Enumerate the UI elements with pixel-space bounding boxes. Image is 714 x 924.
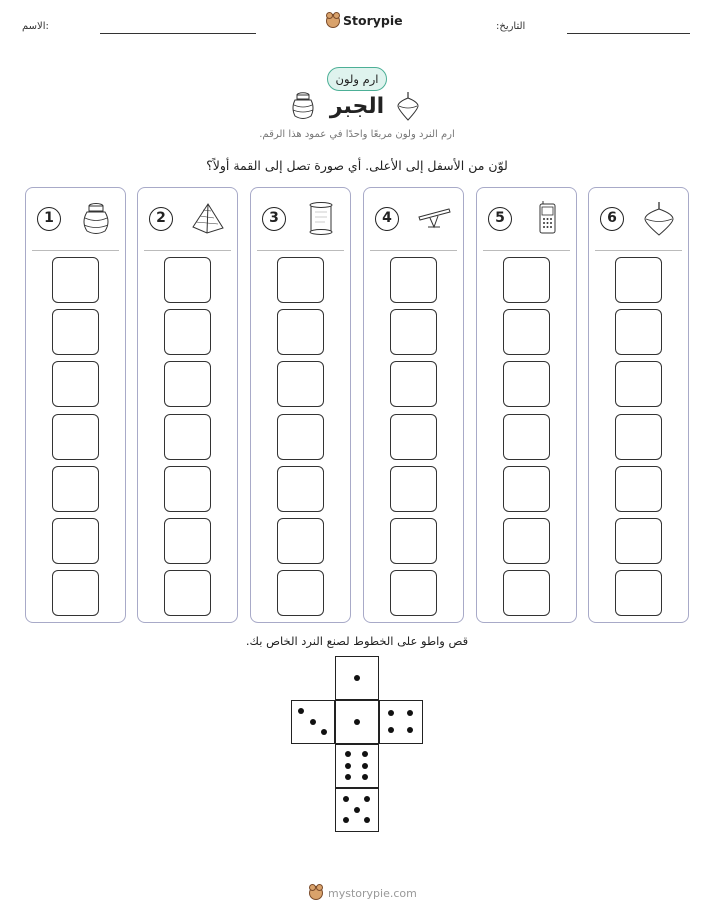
dice-pip [310,719,316,725]
color-box[interactable] [390,257,437,303]
dice-face-1 [335,700,379,744]
dice-instruction: قص واطو على الخطوط لصنع النرد الخاص بك. [245,634,469,648]
color-box[interactable] [615,361,662,407]
color-box[interactable] [277,466,324,512]
color-box[interactable] [277,414,324,460]
color-box[interactable] [164,414,211,460]
dice-pip [354,719,360,725]
color-box[interactable] [503,518,550,564]
color-box[interactable] [277,309,324,355]
color-box[interactable] [615,466,662,512]
color-box[interactable] [390,570,437,616]
page-title: الجبر [329,94,385,119]
color-box[interactable] [615,414,662,460]
date-line[interactable] [567,33,690,34]
dice-pip [321,729,327,735]
brand-name: Storypie [343,13,403,28]
color-box[interactable] [503,466,550,512]
column-divider [595,250,682,251]
color-box[interactable] [615,309,662,355]
name-label: الاسم: [22,21,49,32]
dice-pip [407,710,413,716]
color-box[interactable] [503,414,550,460]
column-3 [250,187,351,623]
pot-icon [289,91,317,121]
question-text: لوّن من الأسفل إلى الأعلى. أي صورة تصل إلى القمة أولاً؟ [206,158,508,173]
column-divider [144,250,231,251]
brand-logo [326,13,403,28]
seesaw-icon [416,200,452,236]
pyramid-icon [190,200,226,236]
color-box[interactable] [52,361,99,407]
dice-pip [362,763,368,769]
dice-pip [298,708,304,714]
column-number: 5 [488,207,512,231]
spinning-top-icon [396,91,420,121]
color-box[interactable] [164,570,211,616]
color-box[interactable] [390,414,437,460]
color-box[interactable] [164,257,211,303]
column-number: 3 [262,207,286,231]
column-number: 6 [600,207,624,231]
column-5 [476,187,577,623]
color-box[interactable] [52,309,99,355]
dice-pip [362,774,368,780]
column-divider [370,250,457,251]
column-divider [32,250,119,251]
column-number: 4 [375,207,399,231]
bear-icon [326,14,340,28]
color-box[interactable] [277,361,324,407]
phone-icon [529,200,565,236]
color-box[interactable] [503,257,550,303]
spinning-top-icon [641,200,677,236]
date-label: التاريخ: [496,21,526,32]
dice-face-6 [335,744,379,788]
dice-pip [388,727,394,733]
color-box[interactable] [52,257,99,303]
color-box[interactable] [503,309,550,355]
color-box[interactable] [164,361,211,407]
color-box[interactable] [164,518,211,564]
color-box[interactable] [52,570,99,616]
dice-pip [362,751,368,757]
dice-pip [364,796,370,802]
footer [309,886,417,900]
dice-pip [343,796,349,802]
color-box[interactable] [390,518,437,564]
color-box[interactable] [277,257,324,303]
color-box[interactable] [390,309,437,355]
column-divider [483,250,570,251]
color-box[interactable] [277,570,324,616]
column-divider [257,250,344,251]
footer-bear-icon [309,886,323,900]
color-box[interactable] [52,518,99,564]
color-box[interactable] [390,361,437,407]
dice-pip [345,751,351,757]
color-box[interactable] [164,466,211,512]
dice-pip [407,727,413,733]
color-box[interactable] [615,570,662,616]
dice-face-3 [291,700,335,744]
color-box[interactable] [390,466,437,512]
column-6 [588,187,689,623]
dice-pip [364,817,370,823]
footer-url[interactable]: mystorypie.com [328,886,417,900]
column-number: 1 [37,207,61,231]
pot-icon [78,200,114,236]
column-2 [137,187,238,623]
dice-face-1 [335,656,379,700]
column-1 [25,187,126,623]
dice-pip [345,774,351,780]
dice-pip [354,807,360,813]
dice-pip [345,763,351,769]
color-box[interactable] [52,466,99,512]
color-box[interactable] [164,309,211,355]
instructions-text: ارم النرد ولون مربعًا واحدًا في عمود هذا الرقم. [259,129,455,140]
name-line[interactable] [100,33,256,34]
dice-pip [388,710,394,716]
dice-pip [354,675,360,681]
activity-badge: ارم ولون [327,67,387,91]
scroll-icon [303,200,339,236]
column-4 [363,187,464,623]
color-box[interactable] [615,518,662,564]
color-box[interactable] [277,518,324,564]
color-box[interactable] [503,570,550,616]
color-box[interactable] [615,257,662,303]
dice-face-4 [379,700,423,744]
dice-pip [343,817,349,823]
dice-face-5 [335,788,379,832]
column-number: 2 [149,207,173,231]
color-box[interactable] [52,414,99,460]
color-box[interactable] [503,361,550,407]
